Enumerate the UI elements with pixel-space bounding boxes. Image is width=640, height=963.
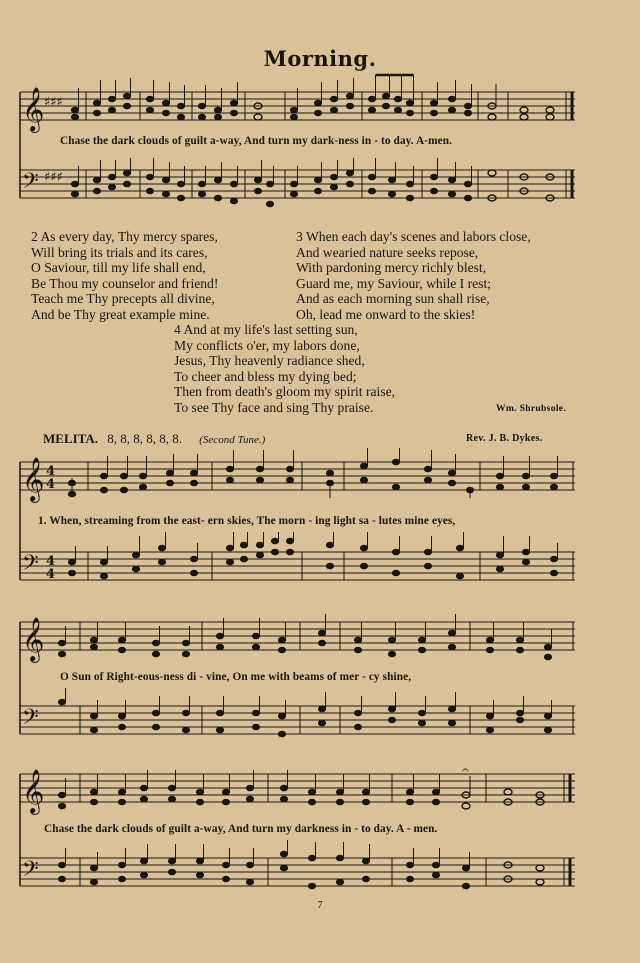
- tune-name: MELITA.: [43, 431, 99, 446]
- tune-heading: [43, 431, 265, 447]
- svg-text:4: 4: [46, 567, 56, 582]
- music-system-2: [0, 448, 640, 608]
- lyric-line: 1. When, streaming from the east- ern skies, The morn - ing light sa - lutes mine eyes,: [38, 515, 456, 527]
- treble-clef-icon: 𝄞: [22, 87, 45, 131]
- tune-composer: Rev. J. B. Dykes.: [466, 433, 543, 444]
- svg-text:4: 4: [46, 554, 56, 569]
- lyric-line: Chase the dark clouds of guilt a-way, And turn my darkness in - to day. A - men.: [44, 823, 438, 835]
- lyric-line: Chase the dark clouds of guilt a-way, And turn my dark-ness in - to day. A-men.: [60, 135, 453, 147]
- svg-text:𝄢: 𝄢: [22, 857, 39, 887]
- bass-notes: [71, 158, 554, 207]
- tune-meter: 8, 8, 8, 8, 8, 8.: [107, 431, 183, 446]
- svg-text:♯♯♯: ♯♯♯: [44, 170, 63, 185]
- hymn-author: Wm. Shrubsole.: [496, 403, 567, 414]
- music-system-1: [0, 70, 640, 230]
- key-signature-sharps: ♯♯♯: [44, 95, 63, 110]
- svg-text:𝄞: 𝄞: [22, 617, 45, 661]
- svg-text:𝄞: 𝄞: [22, 769, 45, 813]
- page-number: 7: [317, 900, 323, 911]
- svg-text:𝄢: 𝄢: [22, 705, 39, 735]
- svg-text:4: 4: [46, 464, 56, 479]
- bass-clef-icon: 𝄢: [22, 169, 39, 199]
- hymn-title: Morning.: [263, 46, 377, 71]
- verse-2: 2 As every day, Thy mercy spares, Will bring its trials and its cares, O Saviour, till my life shall end, Be Thou my counselor and friend! Teach me Thy precepts all divine, And be Thy great example mine.: [31, 229, 219, 322]
- tune-note: (Second Tune.): [199, 434, 266, 446]
- verse-4: 4 And at my life's last setting sun, My conflicts o'er, my labors done, Jesus, Thy heavenly radiance shed, To cheer and bless my dying bed; Then from death's gloom my spirit raise, To see Thy face and sing Thy praise.: [174, 322, 396, 415]
- svg-text:4: 4: [46, 477, 56, 492]
- lyric-line: O Sun of Right-eous-ness di - vine, On me with beams of mer - cy shine,: [60, 671, 412, 683]
- svg-text:𝄞: 𝄞: [22, 457, 45, 501]
- verse-3: 3 When each day's scenes and labors close, And wearied nature seeks repose, With pardoning mercy richly blest, Guard me, my Saviour, while I rest; And as each morning sun shall rise, Oh, lead me onward to the skies!: [296, 229, 531, 322]
- svg-text:𝄢: 𝄢: [22, 551, 39, 581]
- fermata-icon: 𝄐: [462, 764, 469, 777]
